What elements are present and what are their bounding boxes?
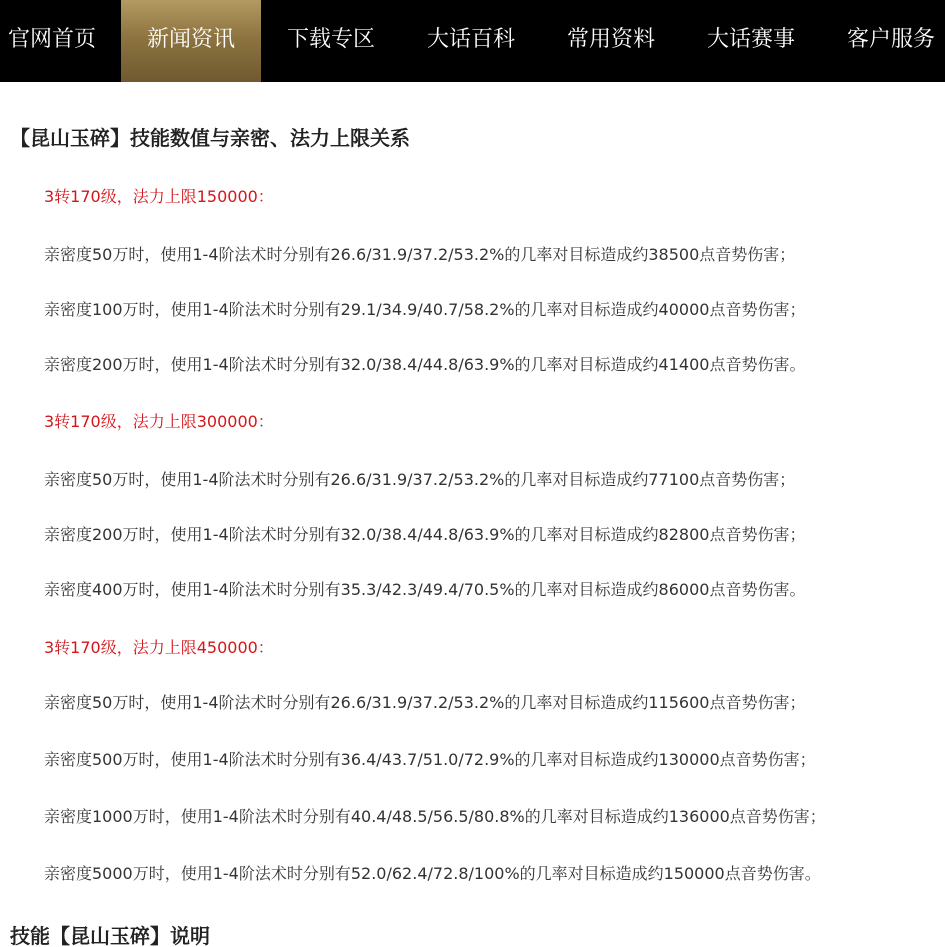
nav-item-common-info[interactable]: 常用资料 xyxy=(566,27,655,52)
top-navigation-bar xyxy=(0,0,945,82)
group-heading: 3转170级，法力上限450000： xyxy=(44,638,274,657)
stat-line: 亲密度5000万时，使用1-4阶法术时分别有52.0/62.4/72.8/100%的几率对目标造成约150000点音势伤害。 xyxy=(44,864,821,883)
article-content xyxy=(0,82,945,947)
nav-item-events[interactable]: 大话赛事 xyxy=(706,27,795,52)
stat-line: 亲密度50万时，使用1-4阶法术时分别有26.6/31.9/37.2/53.2%的几率对目标造成约115600点音势伤害； xyxy=(44,693,806,712)
nav-item-encyclopedia[interactable]: 大话百科 xyxy=(426,27,515,52)
nav-item-downloads[interactable]: 下载专区 xyxy=(286,27,375,52)
next-section-title: 技能【昆山玉碎】说明 xyxy=(10,924,210,947)
stat-line: 亲密度50万时，使用1-4阶法术时分别有26.6/31.9/37.2/53.2%的几率对目标造成约77100点音势伤害； xyxy=(44,470,796,489)
nav-item-customer-service[interactable]: 客户服务 xyxy=(846,27,935,52)
stat-line: 亲密度200万时，使用1-4阶法术时分别有32.0/38.4/44.8/63.9%的几率对目标造成约82800点音势伤害； xyxy=(44,525,806,544)
group-heading: 3转170级，法力上限300000： xyxy=(44,412,274,431)
article-title: 【昆山玉碎】技能数值与亲密、法力上限关系 xyxy=(10,126,410,150)
stat-line: 亲密度400万时，使用1-4阶法术时分别有35.3/42.3/49.4/70.5%的几率对目标造成约86000点音势伤害。 xyxy=(44,580,806,599)
stat-line: 亲密度200万时，使用1-4阶法术时分别有32.0/38.4/44.8/63.9%的几率对目标造成约41400点音势伤害。 xyxy=(44,355,806,374)
stat-line: 亲密度500万时，使用1-4阶法术时分别有36.4/43.7/51.0/72.9%的几率对目标造成约130000点音势伤害； xyxy=(44,750,816,769)
group-heading: 3转170级，法力上限150000： xyxy=(44,187,274,206)
stat-line: 亲密度100万时，使用1-4阶法术时分别有29.1/34.9/40.7/58.2%的几率对目标造成约40000点音势伤害； xyxy=(44,300,806,319)
nav-item-news[interactable]: 新闻资讯 xyxy=(121,0,261,82)
stat-line: 亲密度50万时，使用1-4阶法术时分别有26.6/31.9/37.2/53.2%的几率对目标造成约38500点音势伤害； xyxy=(44,245,796,264)
stat-line: 亲密度1000万时，使用1-4阶法术时分别有40.4/48.5/56.5/80.8%的几率对目标造成约136000点音势伤害； xyxy=(44,807,826,826)
nav-item-home[interactable]: 官网首页 xyxy=(7,27,96,52)
